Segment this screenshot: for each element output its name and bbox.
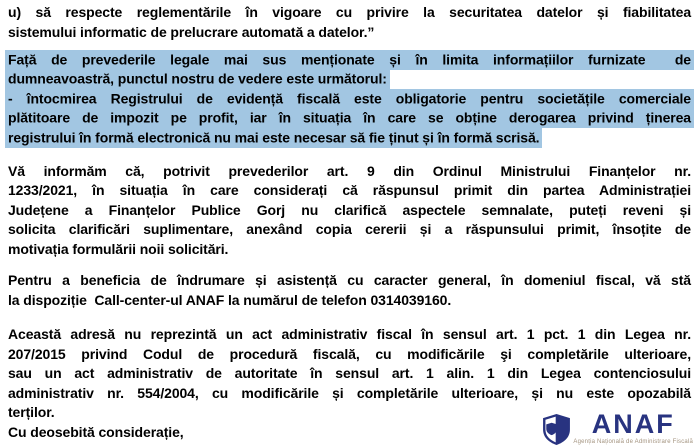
text-line — [8, 89, 691, 109]
text-line — [8, 128, 691, 148]
anaf-logo — [543, 410, 693, 446]
highlighted-text: dumneavoastră, punctul nostru de vedere este următorul: — [5, 69, 390, 89]
closing-salutation: Cu deosebită considerație, — [8, 423, 184, 440]
text-line: Această adresă nu reprezintă un act administrativ fiscal în sensul art. 1 pct. 1 din Legea nr. — [8, 326, 691, 342]
highlighted-text: Față de prevederile legale mai sus menționate și în limita informațiilor furnizate de — [5, 50, 694, 70]
text-line: sau un act administrativ de autoritate în sensul art. 1 alin. 1 din Legea contenciosului — [8, 365, 691, 381]
paragraph-disclaimer — [8, 325, 691, 423]
text-line: Pentru a beneficia de îndrumare și asistență cu caracter general, în domeniul fiscal, vă stă — [8, 272, 691, 288]
anaf-logo-tagline: Agenția Națională de Administrare Fiscală — [573, 439, 693, 445]
anaf-logo-text: ANAF — [591, 409, 675, 439]
text-line: 1233/2021, în situația în care considerați că răspunsul primit din partea Administrației — [8, 182, 691, 198]
text-line: Județene a Finanțelor Publice Gorj nu clarifică aspectele semnalate, puteți reveni și — [8, 201, 691, 218]
text-line — [8, 70, 691, 90]
highlighted-text: plătitoare de impozit pe profit, iar în situația în care se obține derogarea privind ținerea — [5, 108, 694, 128]
anaf-shield-icon — [543, 414, 570, 445]
text-line: 207/2015 privind Codul de procedură fiscală, cu modificările şi completările ulterioare, — [8, 345, 691, 362]
anaf-logo-textblock — [573, 410, 693, 446]
paragraph-callcenter — [8, 271, 691, 310]
highlighted-text: registrului în formă electronică nu mai este necesar să fie ținut și în formă scrisă. — [5, 128, 542, 148]
text-line: sistemului informatic de prelucrare automată a datelor.” — [8, 23, 375, 40]
text-line: u) să respecte reglementările în vigoare cu privire la securitatea datelor și fiabilitatea — [8, 4, 691, 20]
text-line: solicita clarificări suplimentare, anexând copia cererii și a răspunsului primit, însoțite de — [8, 221, 691, 237]
text-line: administrativ nr. 554/2004, cu modificările și completările ulterioare, și nu este opozabilă — [8, 384, 691, 401]
text-line: Vă informăm că, potrivit prevederilor art. 9 din Ordinul Ministrului Finanțelor nr. — [8, 162, 691, 179]
text-line: terților. — [8, 404, 55, 420]
text-line — [8, 109, 691, 129]
paragraph-quote — [8, 3, 691, 42]
paragraph-opinion-highlighted — [8, 50, 691, 148]
paragraph-info — [8, 162, 691, 260]
text-line: motivația formulării noii solicitări. — [8, 240, 229, 257]
highlighted-text: - întocmirea Registrului de evidență fiscală este obligatorie pentru societățile comerciale — [5, 89, 694, 109]
text-line — [8, 50, 691, 70]
text-line: la dispoziție Call-center-ul ANAF la numărul de telefon 0314039160. — [8, 291, 452, 308]
